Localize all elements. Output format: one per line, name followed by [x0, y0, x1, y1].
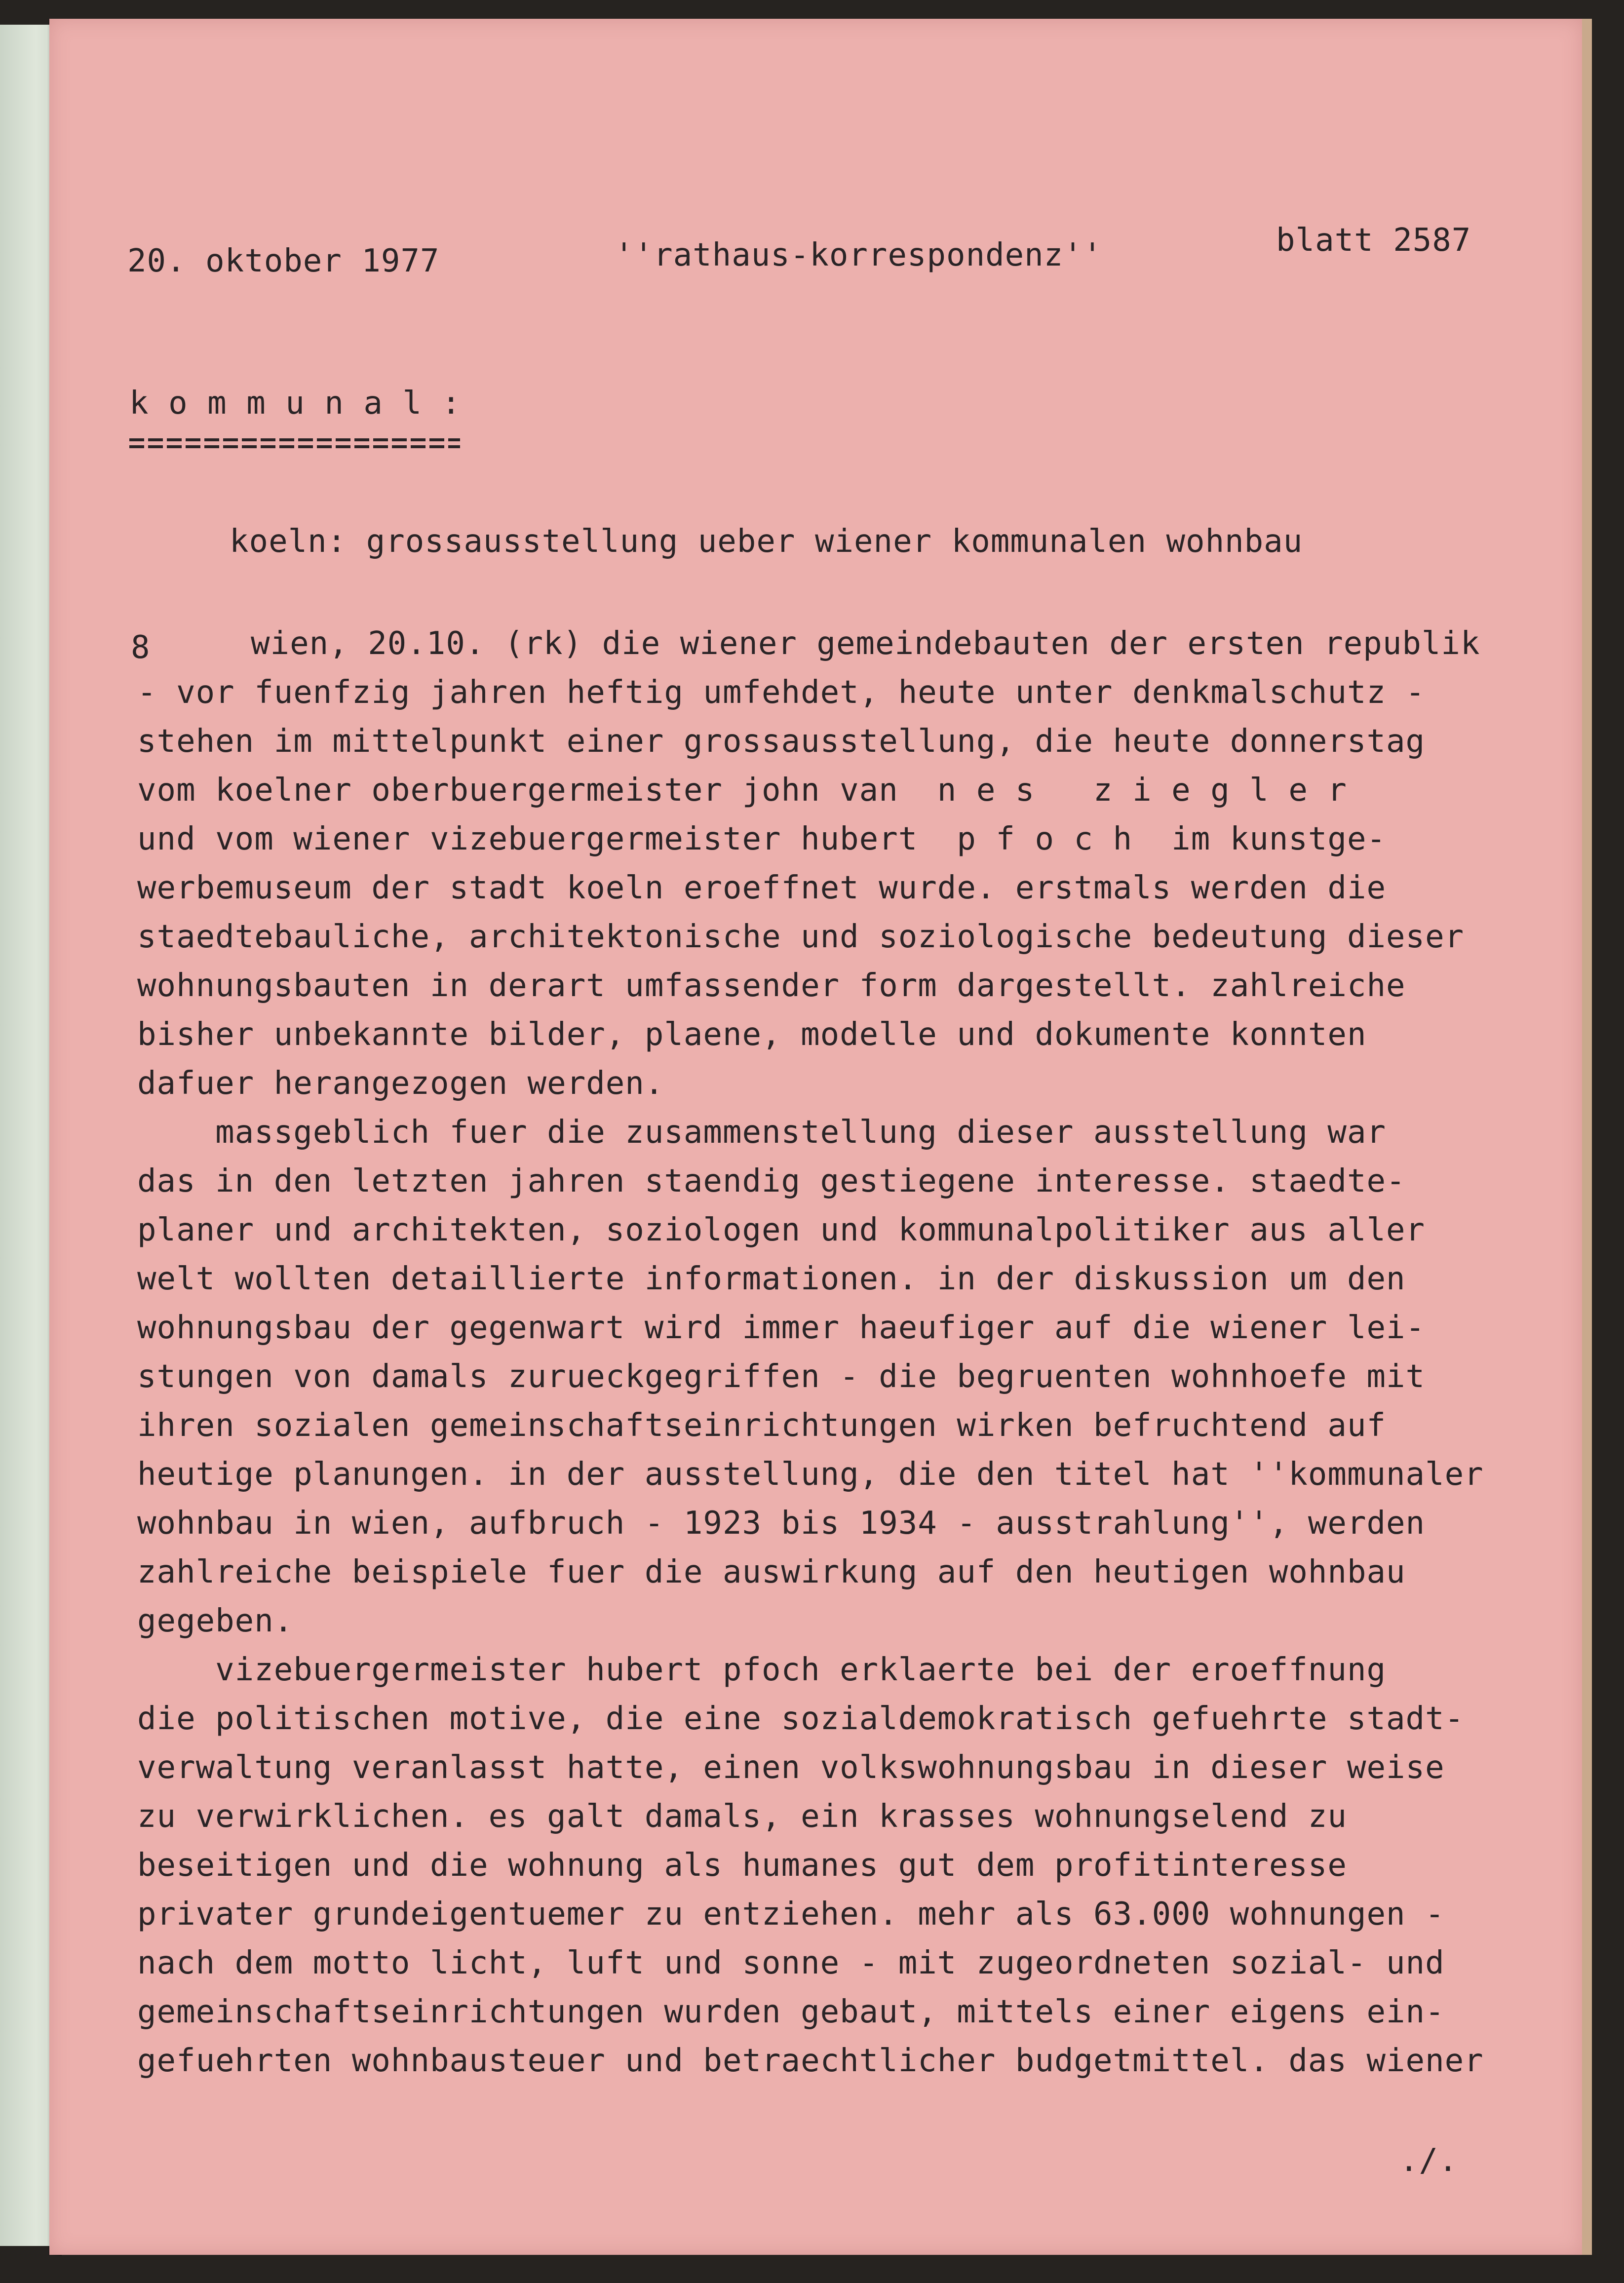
body-line: gefuehrten wohnbausteuer und betraechtlicher budgetmittel. das wiener [137, 2043, 1484, 2079]
article-headline: koeln: grossausstellung ueber wiener kommunalen wohnbau [230, 523, 1303, 560]
body-line: nach dem motto licht, luft und sonne - mit zugeordneten sozial- und [137, 1945, 1445, 1981]
section-title-underline [129, 438, 460, 449]
body-line: beseitigen und die wohnung als humanes gut dem profitinteresse [137, 1847, 1347, 1884]
section-title: k o m m u n a l : [129, 385, 462, 422]
body-line: staedtebauliche, architektonische und soziologische bedeutung dieser [137, 919, 1465, 955]
body-line: - vor fuenfzig jahren heftig umfehdet, heute unter denkmalschutz - [137, 674, 1426, 711]
header-publication: ''rathaus-korrespondenz'' [615, 237, 1103, 273]
body-line: heutige planungen. in der ausstellung, die den titel hat ''kommunaler [137, 1456, 1484, 1493]
body-line: wien, 20.10. (rk) die wiener gemeindebauten der ersten republik [251, 625, 1480, 662]
body-line: vizebuergermeister hubert pfoch erklaerte bei der eroeffnung [137, 1652, 1386, 1688]
body-line: zu verwirklichen. es galt damals, ein krasses wohnungselend zu [137, 1798, 1347, 1835]
header-date: 20. oktober 1977 [127, 243, 440, 279]
body-line: werbemuseum der stadt koeln eroeffnet wurde. erstmals werden die [137, 870, 1386, 906]
body-line: wohnungsbauten in derart umfassender form dargestellt. zahlreiche [137, 967, 1406, 1004]
body-line: ihren sozialen gemeinschaftseinrichtungen wirken befruchtend auf [137, 1407, 1386, 1444]
article-body [137, 619, 1559, 2086]
body-line: privater grundeigentuemer zu entziehen. mehr als 63.000 wohnungen - [137, 1896, 1445, 1933]
body-line: stungen von damals zurueckgegriffen - die begruenten wohnhoefe mit [137, 1358, 1426, 1395]
body-line: massgeblich fuer die zusammenstellung dieser ausstellung war [137, 1114, 1386, 1151]
body-line: wohnungsbau der gegenwart wird immer haeufiger auf die wiener lei- [137, 1310, 1426, 1346]
body-line: wohnbau in wien, aufbruch - 1923 bis 1934 - ausstrahlung'', werden [137, 1505, 1426, 1542]
body-line: dafuer herangezogen werden. [137, 1065, 664, 1102]
body-line: und vom wiener vizebuergermeister hubert p f o c h im kunstge- [137, 821, 1386, 857]
margin-marker: 8 [131, 629, 151, 666]
body-line: das in den letzten jahren staendig gestiegene interesse. staedte- [137, 1163, 1406, 1200]
body-line: vom koelner oberbuergermeister john van n e s z i e g l e r [137, 772, 1347, 809]
body-line: planer und architekten, soziologen und kommunalpolitiker aus aller [137, 1212, 1426, 1248]
body-line: gegeben. [137, 1603, 294, 1639]
body-line: zahlreiche beispiele fuer die auswirkung auf den heutigen wohnbau [137, 1554, 1406, 1590]
continuation-mark: ./. [1399, 2142, 1458, 2179]
body-line: stehen im mittelpunkt einer grossausstellung, die heute donnerstag [137, 723, 1426, 760]
body-line: die politischen motive, die eine sozialdemokratisch gefuehrte stadt- [137, 1701, 1465, 1737]
body-line: welt wollten detaillierte informationen. in der diskussion um den [137, 1261, 1406, 1297]
body-line: gemeinschaftseinrichtungen wurden gebaut, mittels einer eigens ein- [137, 1994, 1445, 2030]
body-line: verwaltung veranlasst hatte, einen volkswohnungsbau in dieser weise [137, 1749, 1445, 1786]
header-sheet-number: blatt 2587 [1276, 222, 1471, 259]
body-line: bisher unbekannte bilder, plaene, modelle und dokumente konnten [137, 1016, 1367, 1053]
